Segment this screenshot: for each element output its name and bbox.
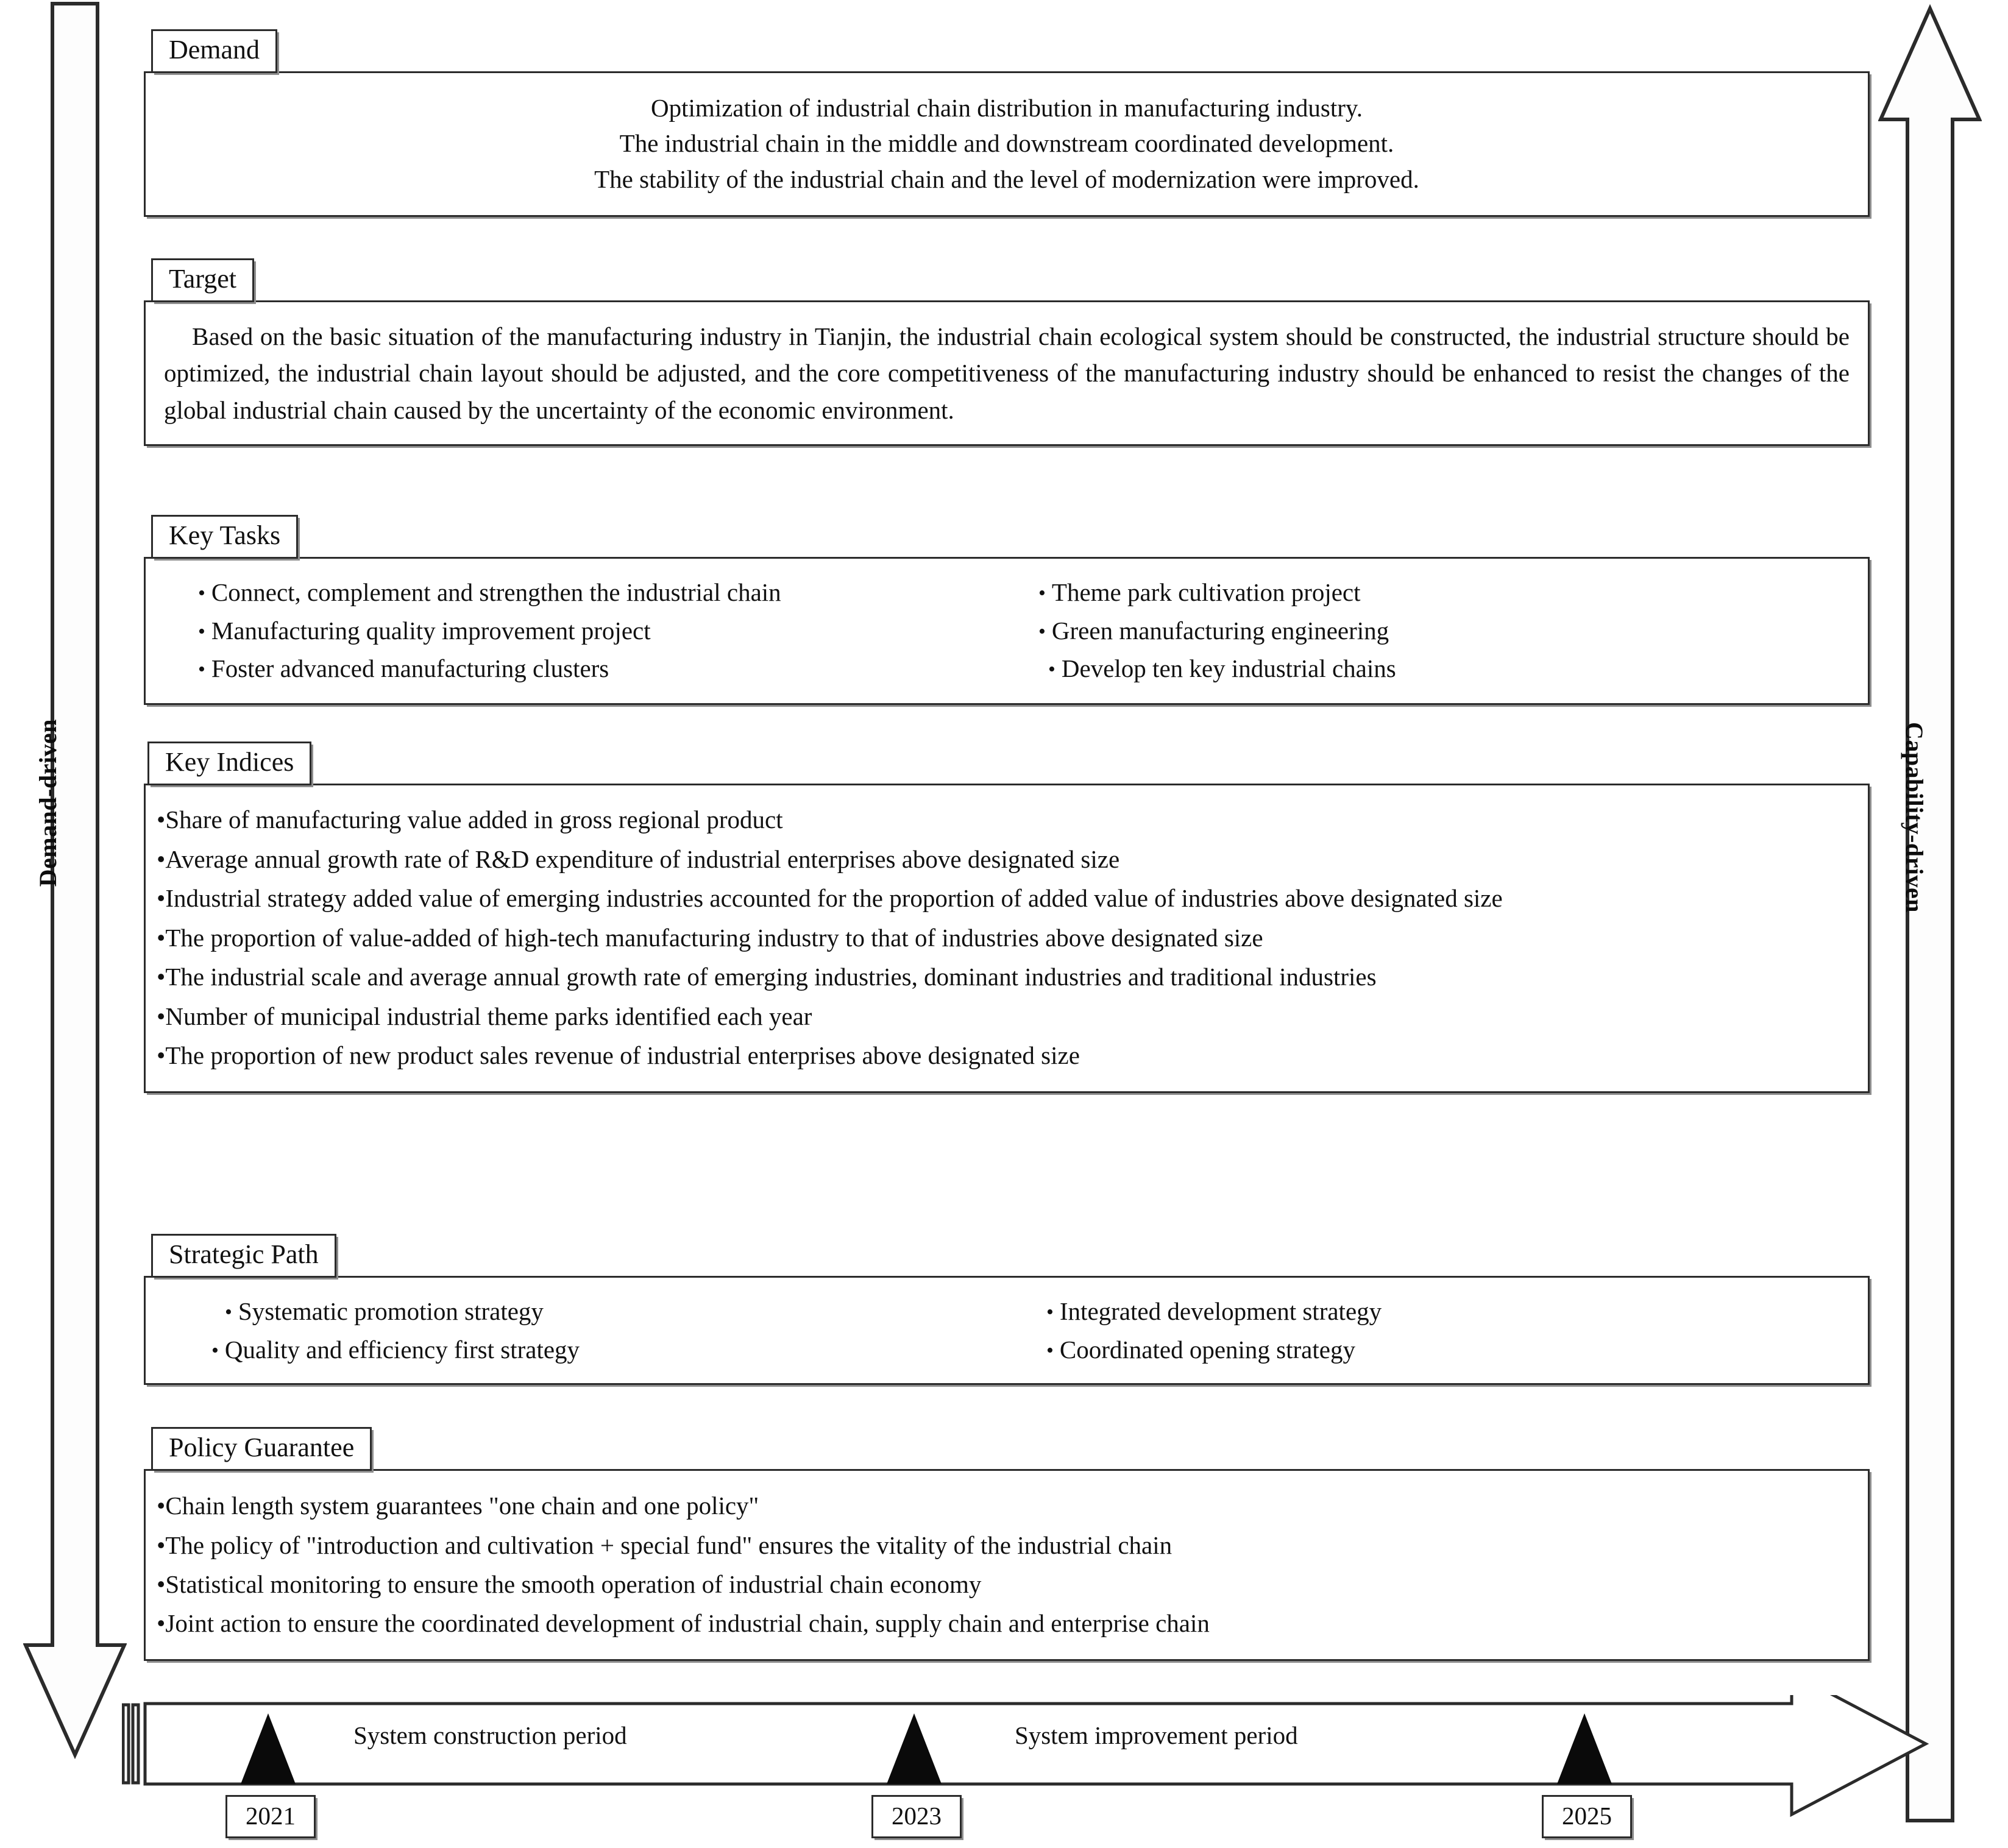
- strategy-item: [211, 1331, 1046, 1368]
- key-index-item: [157, 958, 1854, 996]
- bullet-icon: •: [1046, 1301, 1054, 1324]
- strategy-item: [1046, 1292, 1868, 1330]
- bullet-icon: •: [1048, 657, 1055, 681]
- section-target-body: [144, 300, 1870, 446]
- key-index-label: Share of manufacturing value added in gross regional product: [165, 805, 783, 834]
- key-index-label: Average annual growth rate of R&D expenditure of industrial enterprises above designated size: [165, 844, 1120, 873]
- bullet-icon: •: [157, 1492, 166, 1520]
- section-strategic-path-body: [144, 1276, 1870, 1385]
- demand-driven-arrow: [23, 0, 127, 1825]
- key-task-label: Develop ten key industrial chains: [1061, 654, 1396, 682]
- section-key-indices-body: [144, 784, 1870, 1093]
- section-key-tasks: [144, 515, 1870, 705]
- bullet-icon: •: [157, 923, 166, 952]
- key-task-label: Foster advanced manufacturing clusters: [211, 654, 609, 682]
- section-strategic-path-tab[interactable]: Strategic Path: [151, 1234, 336, 1278]
- policy-item: [157, 1565, 1856, 1603]
- section-policy-guarantee-body: [144, 1469, 1870, 1661]
- policy-label: Joint action to ensure the coordinated development of industrial chain, supply chain and enterprise chain: [165, 1609, 1210, 1638]
- demand-driven-label: Demand-driven: [34, 719, 62, 887]
- section-demand-tab[interactable]: Demand: [151, 29, 277, 73]
- policy-label: The policy of "introduction and cultivation + special fund" ensures the vitality of the industrial chain: [165, 1531, 1173, 1559]
- bullet-icon: •: [157, 884, 166, 913]
- strategy-item: [1046, 1331, 1868, 1368]
- bullet-icon: •: [157, 1570, 166, 1598]
- demand-line: Optimization of industrial chain distribution in manufacturing industry.: [651, 94, 1363, 122]
- key-task-label: Connect, complement and strengthen the industrial chain: [211, 578, 781, 607]
- timeline-year-box: 2023: [871, 1795, 962, 1838]
- target-paragraph: Based on the basic situation of the manufacturing industry in Tianjin, the industrial chain ecological system should be constructed, the industrial structure should be optimized, the industrial chain layout should be adjusted, and the core competitiveness of the manufacturing industry should be enhanced to resist the changes of the global industrial chain caused by the uncertainty of the economic environment.: [164, 322, 1850, 424]
- section-policy-guarantee: [144, 1427, 1870, 1661]
- bullet-icon: •: [1038, 620, 1046, 643]
- policy-label: Statistical monitoring to ensure the smooth operation of industrial chain economy: [165, 1570, 982, 1598]
- key-indices-list: [157, 801, 1854, 1075]
- bullet-icon: •: [157, 805, 166, 834]
- strategy-item: [225, 1292, 1046, 1330]
- key-index-item: [157, 1037, 1854, 1075]
- key-task-item: [198, 650, 1027, 687]
- key-task-item: [1038, 650, 1868, 687]
- bullet-icon: •: [1046, 1339, 1054, 1362]
- section-target: [144, 258, 1870, 446]
- strategy-label: Systematic promotion strategy: [238, 1297, 544, 1326]
- key-task-item: [198, 612, 1027, 650]
- timeline-period-label: System improvement period: [1015, 1721, 1298, 1749]
- bullet-icon: •: [225, 1301, 232, 1324]
- section-key-indices-tab[interactable]: Key Indices: [147, 742, 311, 785]
- policy-item: [157, 1487, 1856, 1524]
- key-task-item: [1038, 573, 1868, 611]
- section-strategic-path: [144, 1234, 1870, 1385]
- timeline-year-box: 2025: [1542, 1795, 1632, 1838]
- strategy-label: Quality and efficiency first strategy: [224, 1335, 580, 1364]
- key-index-item: [157, 919, 1854, 957]
- section-target-tab[interactable]: Target: [151, 258, 254, 302]
- capability-driven-arrow: [1878, 0, 1982, 1825]
- key-index-label: Industrial strategy added value of emerging industries accounted for the proportion of added value of industries above designated size: [165, 884, 1503, 913]
- key-index-item: [157, 880, 1854, 918]
- key-index-label: The proportion of new product sales revenue of industrial enterprises above designated size: [165, 1041, 1080, 1070]
- bullet-icon: •: [157, 1609, 166, 1638]
- timeline-start-bar: [123, 1705, 129, 1783]
- bullet-icon: •: [198, 657, 205, 681]
- key-task-item: [198, 573, 1027, 611]
- key-task-label: Theme park cultivation project: [1051, 578, 1361, 607]
- timeline: [122, 1695, 1950, 1847]
- timeline-start-bar: [133, 1705, 138, 1783]
- key-index-item: [157, 998, 1854, 1036]
- strategy-label: Integrated development strategy: [1059, 1297, 1382, 1326]
- right-arrow-icon: [145, 1695, 1926, 1814]
- bullet-icon: •: [198, 620, 205, 643]
- section-key-tasks-tab[interactable]: Key Tasks: [151, 515, 298, 559]
- policy-guarantee-list: [157, 1487, 1856, 1642]
- bullet-icon: •: [157, 1041, 166, 1070]
- bullet-icon: •: [198, 582, 205, 605]
- key-task-item: [1038, 612, 1868, 650]
- key-task-label: Manufacturing quality improvement project: [211, 616, 651, 645]
- capability-driven-label: Capability-driven: [1901, 722, 1928, 913]
- policy-item: [157, 1604, 1856, 1642]
- section-key-tasks-body: [144, 557, 1870, 705]
- bullet-icon: •: [211, 1339, 219, 1362]
- demand-line: The stability of the industrial chain and the level of modernization were improved.: [594, 165, 1419, 193]
- bullet-icon: •: [157, 1002, 166, 1030]
- key-task-label: Green manufacturing engineering: [1051, 616, 1389, 645]
- bullet-icon: •: [157, 1531, 166, 1559]
- key-index-item: [157, 801, 1854, 839]
- timeline-period-label: System construction period: [353, 1721, 627, 1749]
- section-key-indices: [144, 742, 1870, 1093]
- timeline-year-box: 2021: [225, 1795, 316, 1838]
- key-index-label: The proportion of value-added of high-tech manufacturing industry to that of industries above designated size: [165, 923, 1263, 952]
- key-index-label: The industrial scale and average annual growth rate of emerging industries, dominant industries and traditional industries: [165, 963, 1377, 991]
- section-demand-body: [144, 71, 1870, 217]
- key-index-item: [157, 841, 1854, 879]
- policy-label: Chain length system guarantees "one chain and one policy": [165, 1492, 759, 1520]
- key-index-label: Number of municipal industrial theme parks identified each year: [165, 1002, 812, 1030]
- bullet-icon: •: [1038, 582, 1046, 605]
- bullet-icon: •: [157, 963, 166, 991]
- section-policy-guarantee-tab[interactable]: Policy Guarantee: [151, 1427, 372, 1471]
- bullet-icon: •: [157, 844, 166, 873]
- section-demand: [144, 29, 1870, 217]
- up-arrow-icon: [1881, 9, 1979, 1821]
- policy-item: [157, 1526, 1856, 1564]
- strategy-label: Coordinated opening strategy: [1059, 1335, 1355, 1364]
- demand-line: The industrial chain in the middle and downstream coordinated development.: [619, 129, 1394, 158]
